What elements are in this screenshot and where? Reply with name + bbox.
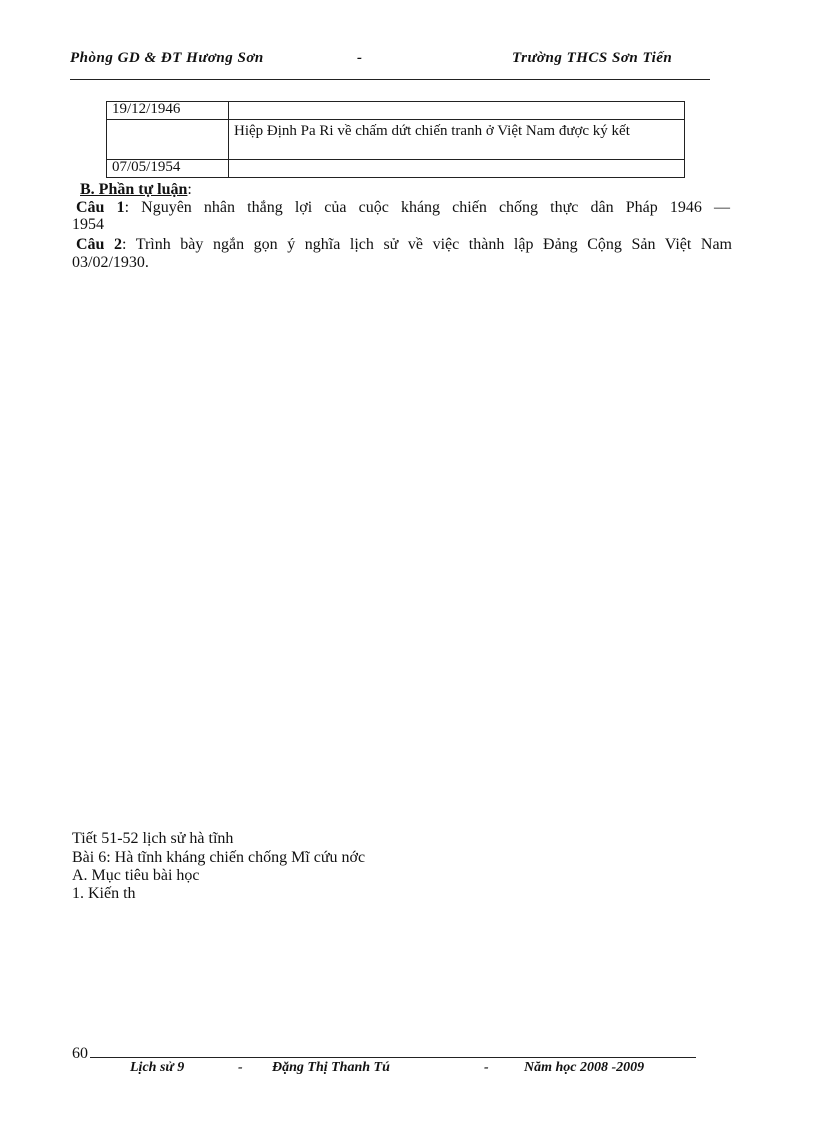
table-row (107, 102, 685, 120)
lesson-line-4: 1. Kiến th (72, 885, 136, 902)
footer-separator: - (238, 1060, 243, 1075)
question-1-text: : Nguyên nhân thắng lợi của cuộc kháng chiến chống thực dân Pháp 1946 — (124, 199, 730, 216)
table-row (107, 120, 685, 160)
question-2-label: Câu 2 (76, 236, 123, 253)
section-heading-text: B. Phần tự luận (80, 181, 188, 198)
event-cell: Hiệp Định Pa Ri về chấm dứt chiến tranh ở Việt Nam được ký kết (229, 120, 685, 160)
header-left: Phòng GD & ĐT Hương Sơn (70, 50, 264, 66)
footer-subject: Lịch sử 9 (130, 1060, 185, 1075)
event-cell (229, 102, 685, 120)
section-b-heading (80, 181, 192, 198)
footer-separator: - (484, 1060, 489, 1075)
footer-rule (90, 1057, 696, 1058)
page-number: 60 (72, 1045, 88, 1062)
date-cell (107, 120, 229, 160)
question-2-continuation: 03/02/1930. (72, 254, 149, 271)
date-cell: 19/12/1946 (107, 102, 229, 120)
table-row (107, 160, 685, 178)
date-cell: 07/05/1954 (107, 160, 229, 178)
question-1-label: Câu 1 (76, 199, 125, 216)
header-right: Trường THCS Sơn Tiến (512, 50, 673, 66)
header-rule (70, 79, 710, 80)
question-1 (76, 199, 730, 216)
timeline-table (106, 101, 685, 178)
lesson-line-1: Tiết 51-52 lịch sử hà tĩnh (72, 830, 234, 847)
footer-year: Năm học 2008 -2009 (524, 1060, 645, 1075)
event-cell (229, 160, 685, 178)
lesson-line-3: A. Mục tiêu bài học (72, 867, 200, 884)
heading-colon: : (187, 181, 192, 198)
question-1-continuation: 1954 (72, 216, 104, 233)
question-2-text: : Trình bày ngắn gọn ý nghĩa lịch sử về việc thành lập Đảng Cộng Sản Việt Nam (122, 236, 733, 253)
question-2 (76, 236, 732, 253)
header-separator: - (357, 50, 363, 66)
footer-author: Đặng Thị Thanh Tú (272, 1060, 390, 1075)
lesson-line-2: Bài 6: Hà tĩnh kháng chiến chống Mĩ cứu nớc (72, 849, 366, 866)
